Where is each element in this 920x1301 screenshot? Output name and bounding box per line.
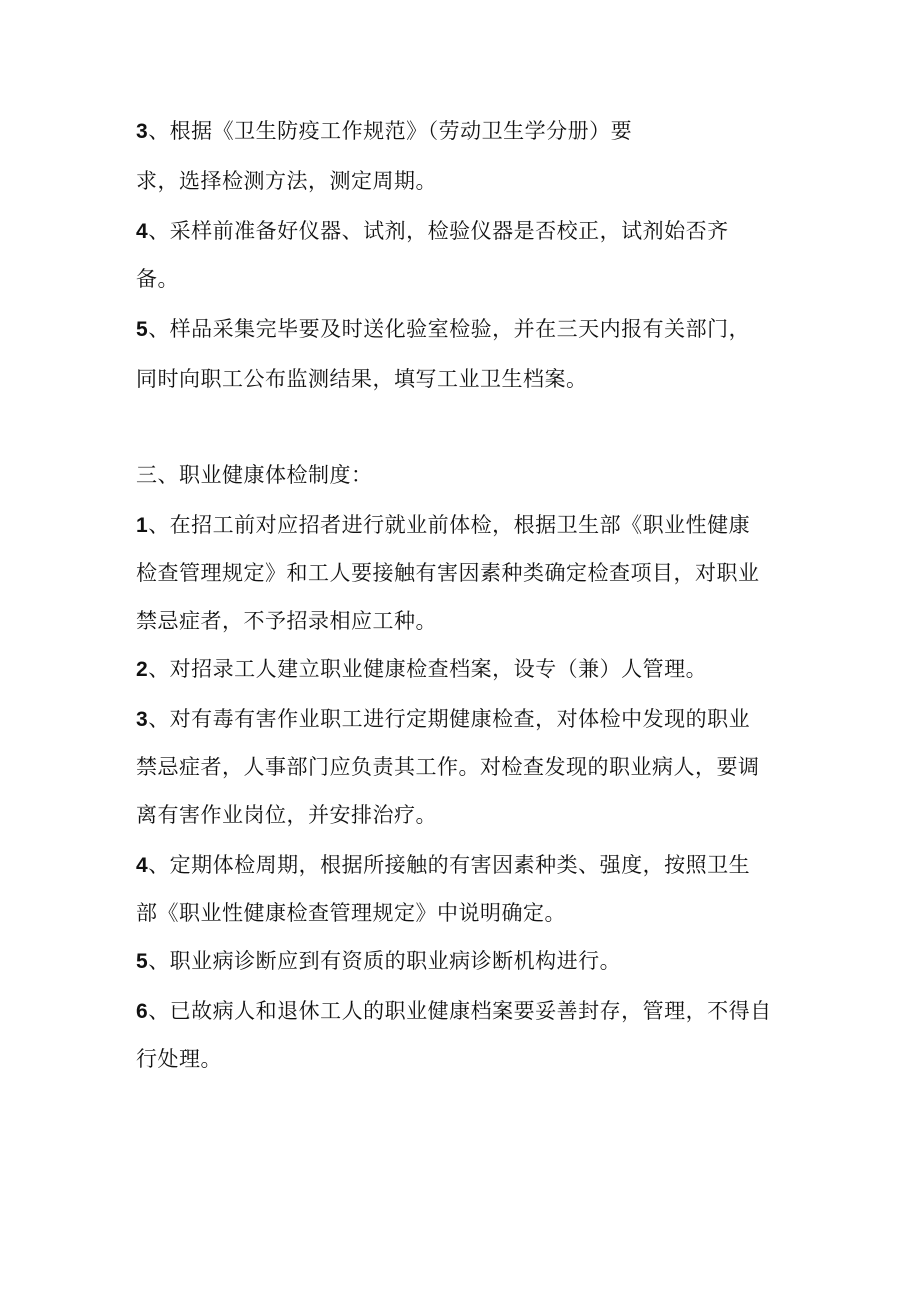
paragraph-line xyxy=(136,608,437,635)
line-text: 、样品采集完毕要及时送化验室检验，并在三天内报有关部门， xyxy=(148,317,751,341)
line-text: 检查管理规定》和工人要接触有害因素种类确定检查项目，对职业 xyxy=(136,561,760,585)
item-number: 6 xyxy=(136,1000,149,1023)
paragraph-line xyxy=(136,852,750,879)
line-text: 、对有毒有害作业职工进行定期健康检查，对体检中发现的职业 xyxy=(148,707,751,731)
item-number: 3 xyxy=(136,708,149,731)
item-number: 5 xyxy=(136,318,149,341)
paragraph-line xyxy=(136,118,632,145)
line-text: 三、职业健康体检制度： xyxy=(136,463,373,487)
paragraph-line xyxy=(136,366,588,393)
line-text: 求，选择检测方法，测定周期。 xyxy=(136,169,437,193)
section-heading xyxy=(136,462,373,489)
line-text: 禁忌症者，人事部门应负责其工作。对检查发现的职业病人，要调 xyxy=(136,755,760,779)
paragraph-line xyxy=(136,1046,222,1073)
line-text: 同时向职工公布监测结果，填写工业卫生档案。 xyxy=(136,367,588,391)
item-number: 4 xyxy=(136,220,149,243)
paragraph-line xyxy=(136,998,772,1025)
paragraph-line xyxy=(136,168,437,195)
paragraph-line xyxy=(136,656,707,683)
item-number: 1 xyxy=(136,514,149,537)
line-text: 、已故病人和退休工人的职业健康档案要妥善封存，管理，不得自 xyxy=(148,999,772,1023)
paragraph-line xyxy=(136,316,750,343)
item-number: 5 xyxy=(136,950,149,973)
line-text: 部《职业性健康检查管理规定》中说明确定。 xyxy=(136,901,566,925)
paragraph-line xyxy=(136,560,760,587)
paragraph-line xyxy=(136,512,750,539)
item-number: 4 xyxy=(136,854,149,877)
line-text: 行处理。 xyxy=(136,1047,222,1071)
paragraph-line xyxy=(136,948,621,975)
paragraph-line xyxy=(136,706,750,733)
paragraph-line xyxy=(136,802,437,829)
line-text: 禁忌症者，不予招录相应工种。 xyxy=(136,609,437,633)
line-text: 、职业病诊断应到有资质的职业病诊断机构进行。 xyxy=(148,949,622,973)
paragraph-line xyxy=(136,900,566,927)
line-text: 、定期体检周期，根据所接触的有害因素种类、强度，按照卫生 xyxy=(148,853,751,877)
line-text: 、在招工前对应招者进行就业前体检，根据卫生部《职业性健康 xyxy=(148,513,751,537)
line-text: 离有害作业岗位，并安排治疗。 xyxy=(136,803,437,827)
item-number: 3 xyxy=(136,120,149,143)
paragraph-line xyxy=(136,754,760,781)
line-text: 、采样前准备好仪器、试剂，检验仪器是否校正，试剂始否齐 xyxy=(148,219,729,243)
line-text: 备。 xyxy=(136,267,179,291)
line-text: 、根据《卫生防疫工作规范》（劳动卫生学分册）要 xyxy=(148,119,633,143)
paragraph-line xyxy=(136,218,729,245)
item-number: 2 xyxy=(136,658,149,681)
line-text: 、对招录工人建立职业健康检查档案，设专（兼）人管理。 xyxy=(148,657,708,681)
paragraph-line xyxy=(136,266,179,293)
